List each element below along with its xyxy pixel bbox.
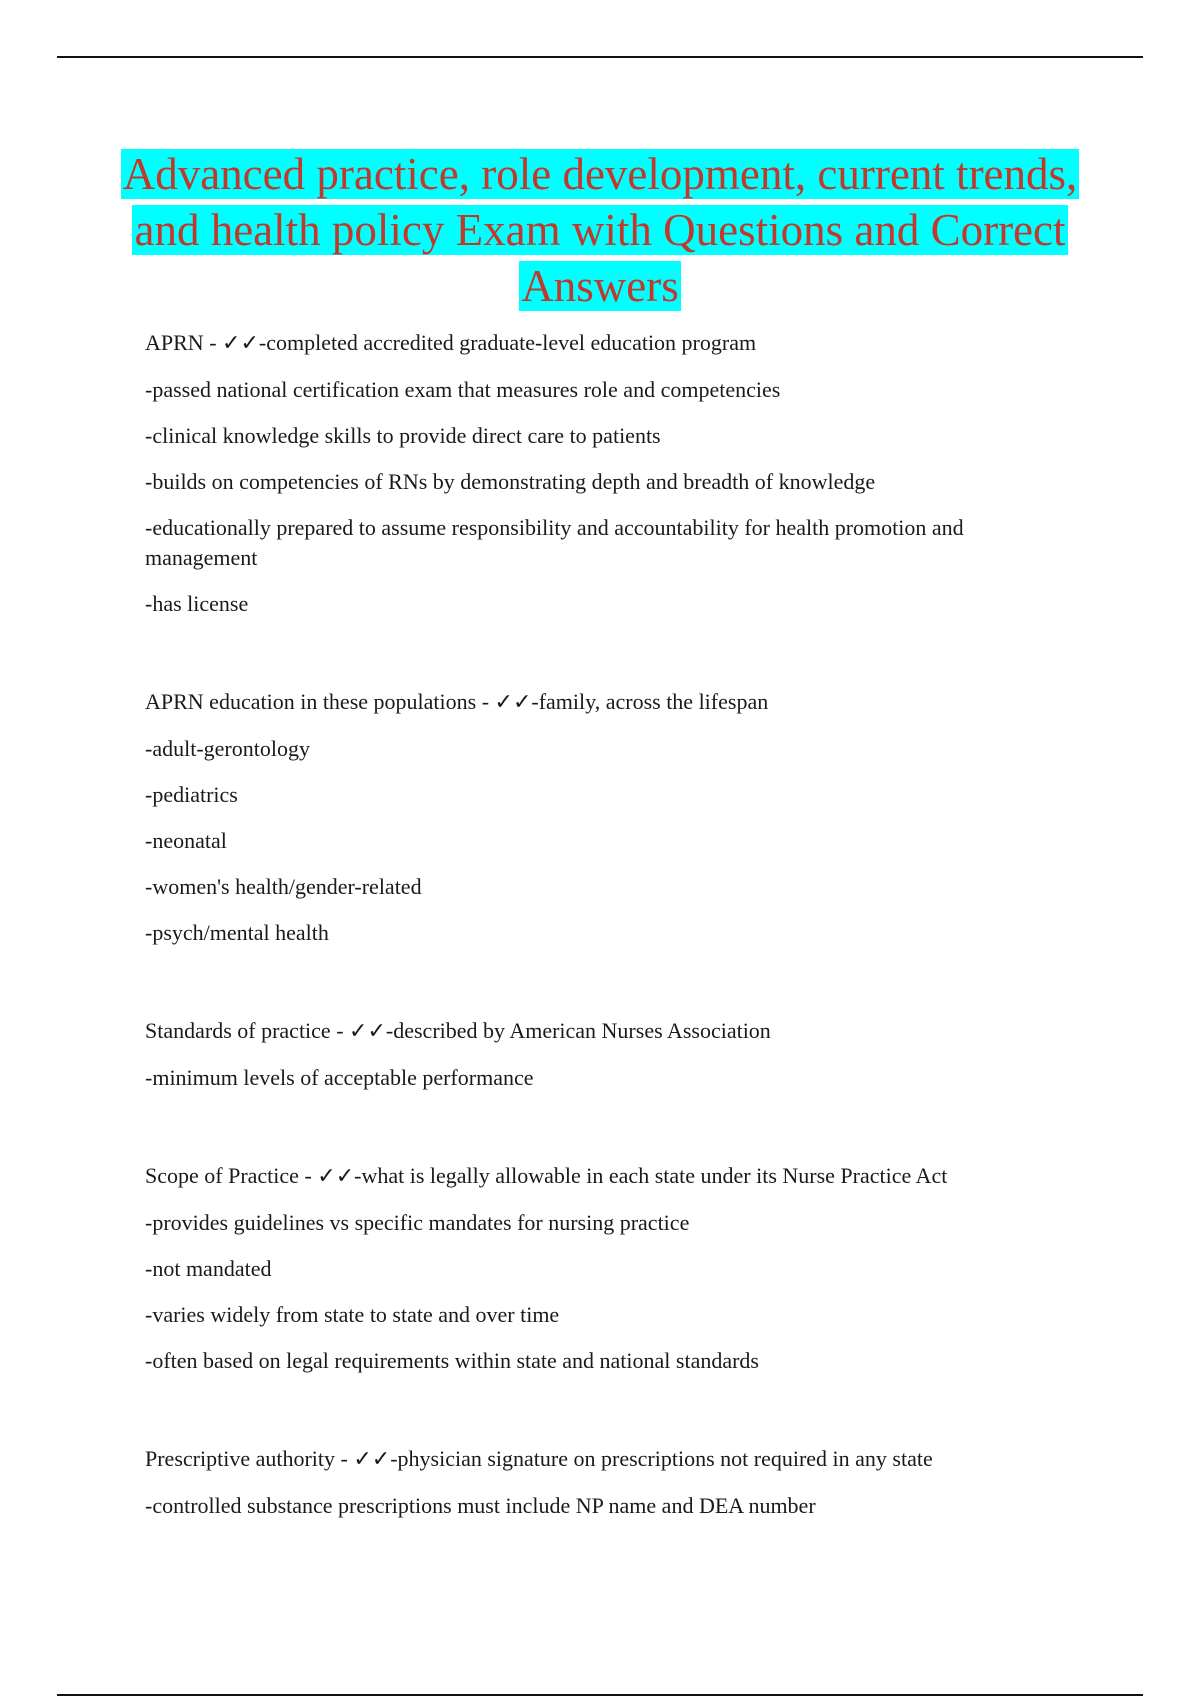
entry-term: Scope of Practice — [145, 1163, 299, 1188]
term-separator: - — [330, 1018, 350, 1043]
qa-entry-aprn-education — [145, 687, 1065, 948]
qa-content — [145, 328, 1065, 1589]
entry-heading-line — [145, 1016, 1065, 1047]
top-rule — [57, 56, 1143, 58]
answer-line: -pediatrics — [145, 782, 238, 807]
entry-heading-line — [145, 1444, 1065, 1475]
check-mark-icon: ✓✓ — [317, 1164, 355, 1189]
answer-line: -has license — [145, 591, 249, 616]
answer-line: -varies widely from state to state and over time — [145, 1302, 560, 1327]
title-block — [100, 146, 1100, 314]
answer-line: -educationally prepared to assume responsibility and accountability for health promotion and management — [145, 515, 964, 570]
answer-line: -psych/mental health — [145, 920, 329, 945]
answer-line: -often based on legal requirements within state and national standards — [145, 1348, 759, 1373]
qa-entry-aprn — [145, 328, 1065, 619]
term-separator: - — [203, 330, 223, 355]
qa-entry-standards-of-practice — [145, 1016, 1065, 1093]
answer-line: -provides guidelines vs specific mandates for nursing practice — [145, 1210, 690, 1235]
answer-line: -adult-gerontology — [145, 736, 310, 761]
term-separator: - — [476, 689, 495, 714]
term-separator: - — [335, 1446, 354, 1471]
entry-term: APRN education in these populations — [145, 689, 477, 714]
answer-line: -passed national certification exam that measures role and competencies — [145, 377, 781, 402]
answer-line: -women's health/gender-related — [145, 874, 422, 899]
term-separator: - — [298, 1163, 318, 1188]
entry-first-answer: -physician signature on prescriptions not required in any state — [390, 1446, 933, 1471]
document-title: Advanced practice, role development, current trends, and health policy Exam with Questions and Correct Answers — [122, 149, 1078, 311]
answer-line: -neonatal — [145, 828, 227, 853]
entry-heading-line — [145, 328, 1065, 359]
entry-term: APRN — [145, 330, 204, 355]
answer-line: -controlled substance prescriptions must include NP name and DEA number — [145, 1493, 816, 1518]
qa-entry-scope-of-practice — [145, 1161, 1065, 1376]
answer-line: -clinical knowledge skills to provide direct care to patients — [145, 423, 661, 448]
bottom-rule — [57, 1694, 1143, 1696]
entry-heading-line — [145, 687, 1065, 718]
answer-line: -builds on competencies of RNs by demonstrating depth and breadth of knowledge — [145, 469, 876, 494]
qa-entry-prescriptive-authority — [145, 1444, 1065, 1521]
check-mark-icon: ✓✓ — [494, 690, 532, 715]
entry-heading-line — [145, 1161, 1065, 1192]
entry-first-answer: -what is legally allowable in each state under its Nurse Practice Act — [354, 1163, 948, 1188]
entry-first-answer: -family, across the lifespan — [531, 689, 769, 714]
answer-line: -minimum levels of acceptable performance — [145, 1065, 534, 1090]
check-mark-icon: ✓✓ — [222, 331, 259, 356]
answer-line: -not mandated — [145, 1256, 272, 1281]
check-mark-icon: ✓✓ — [349, 1019, 386, 1044]
check-mark-icon: ✓✓ — [353, 1447, 391, 1472]
entry-first-answer: -described by American Nurses Association — [385, 1018, 771, 1043]
entry-term: Prescriptive authority — [145, 1446, 336, 1471]
entry-term: Standards of practice — [145, 1018, 331, 1043]
entry-first-answer: -completed accredited graduate-level education program — [258, 330, 757, 355]
